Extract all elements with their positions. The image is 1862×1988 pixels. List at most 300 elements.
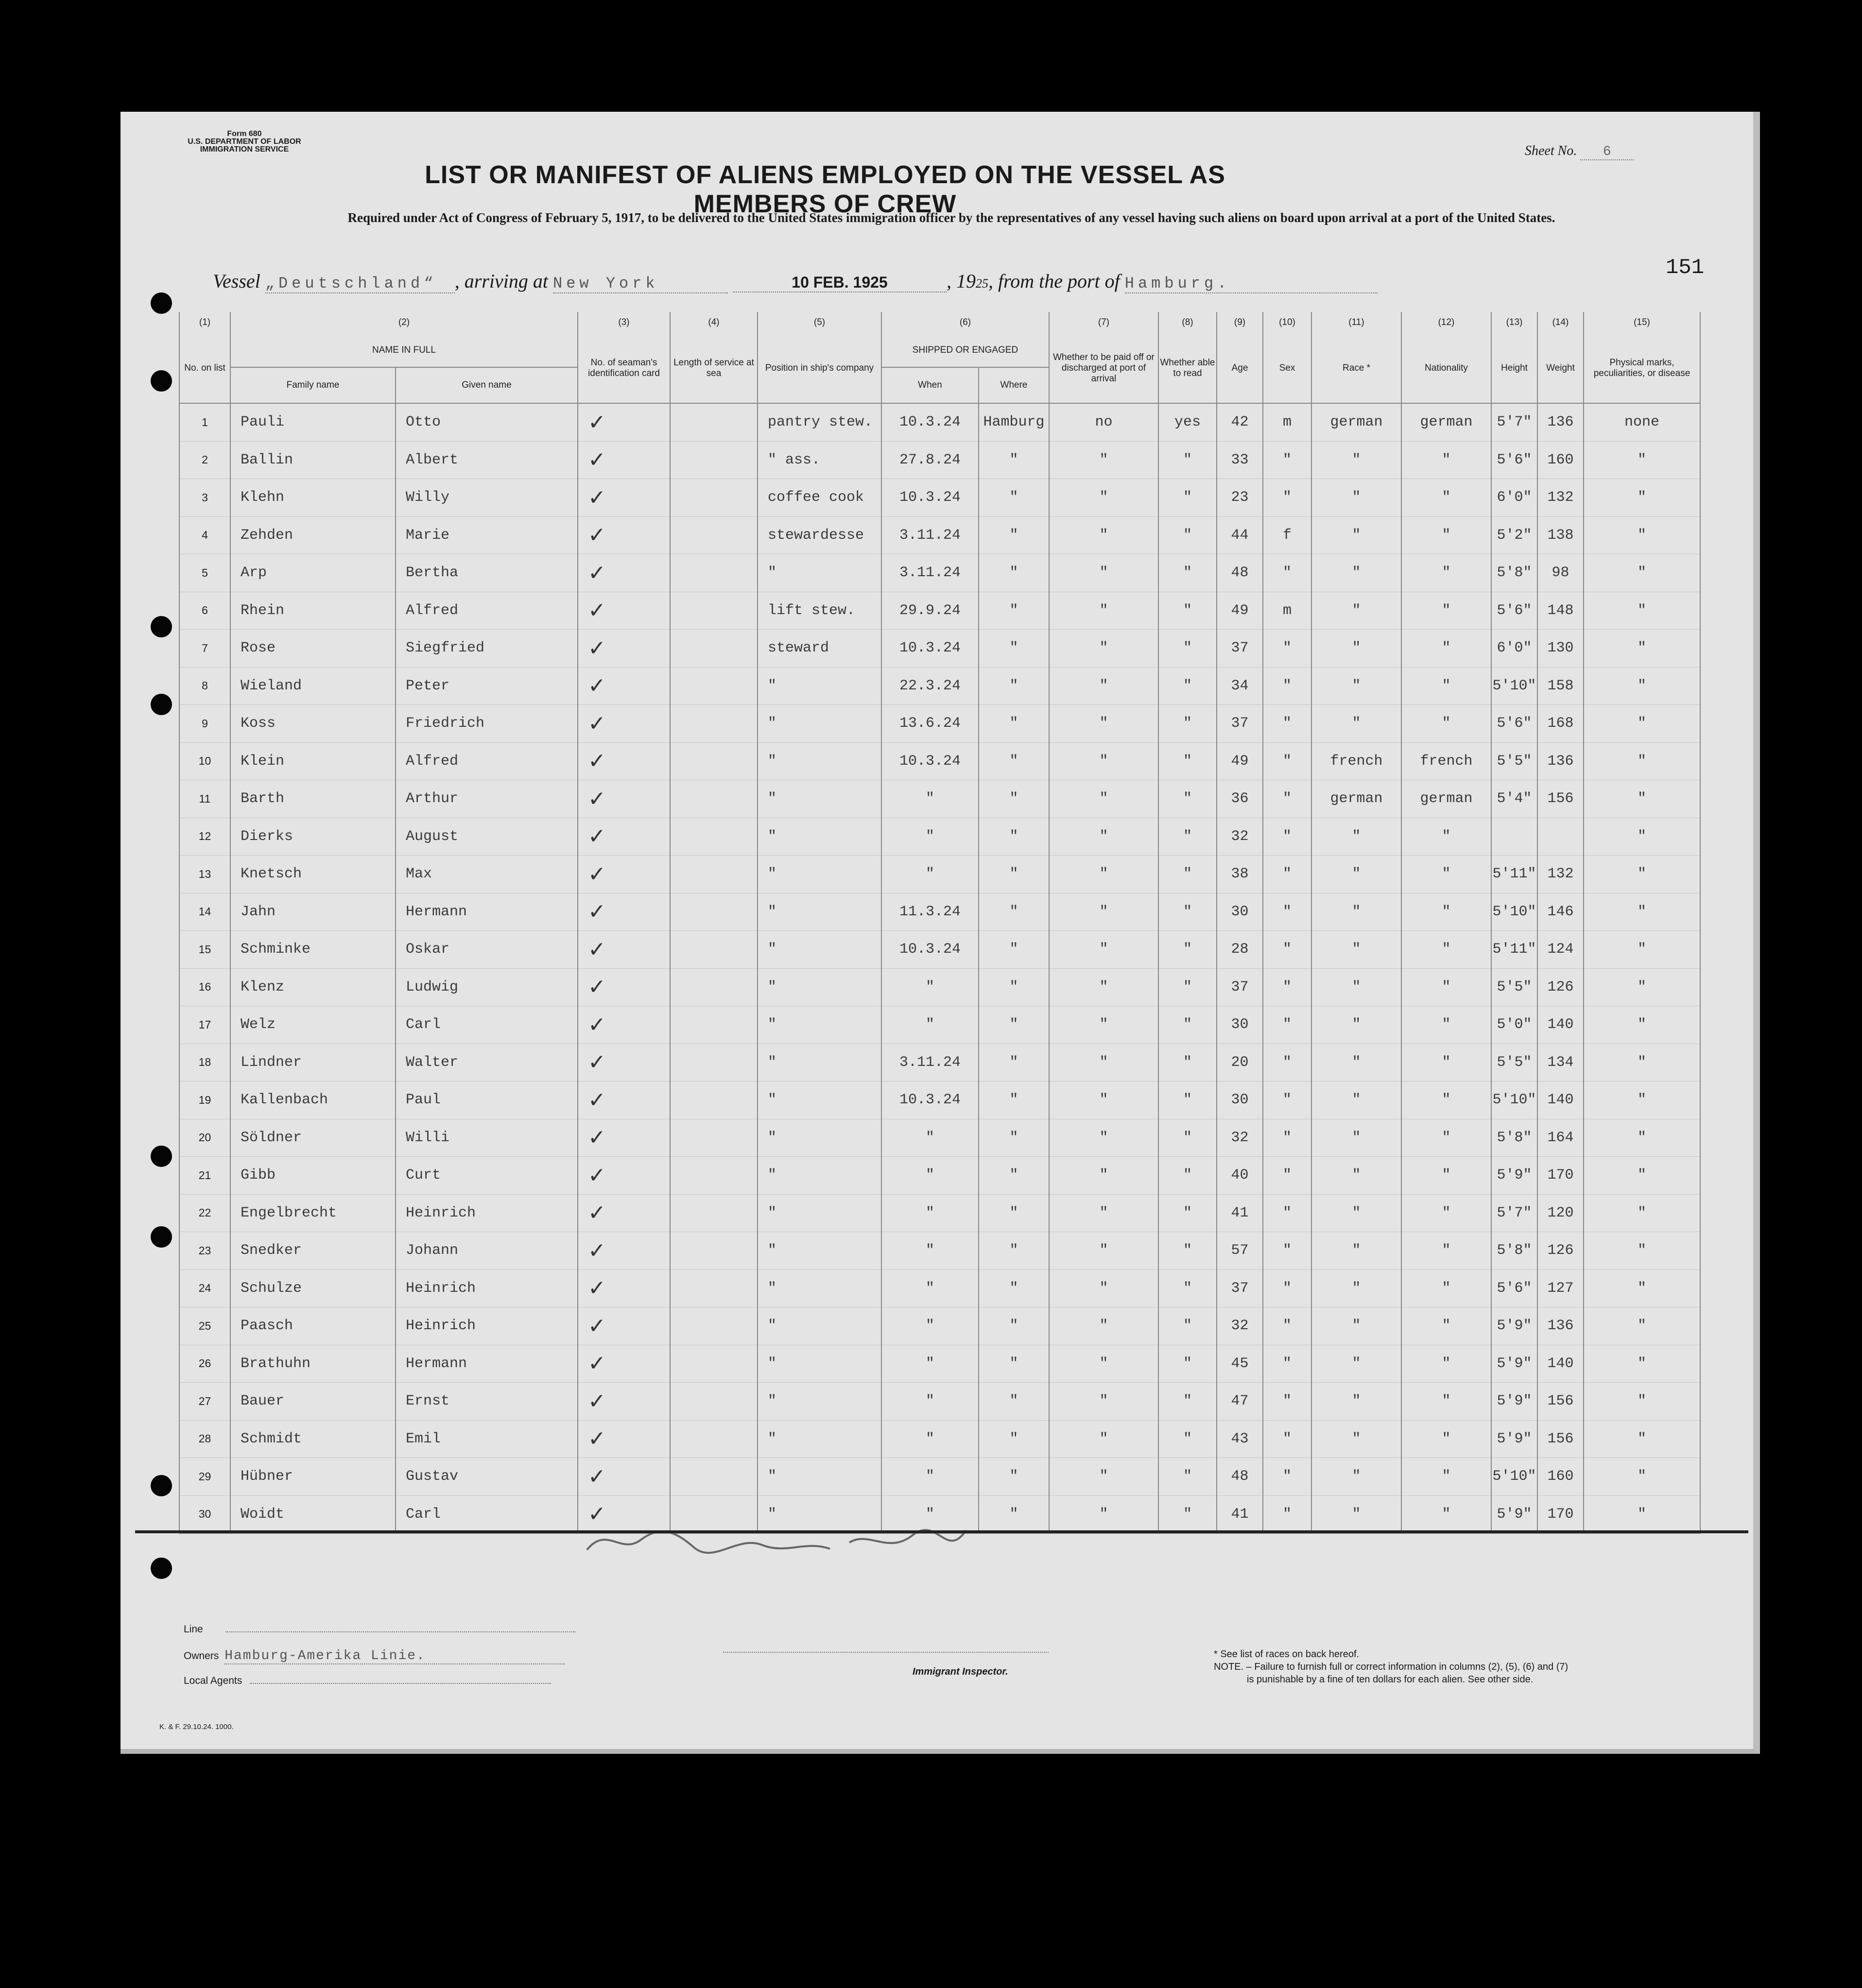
col-num-10: (10) bbox=[1263, 312, 1311, 333]
shipped-where: Hamburg bbox=[979, 403, 1049, 441]
paid-off: " bbox=[1049, 1458, 1158, 1496]
length-of-service bbox=[670, 931, 758, 969]
header-physical-marks: Physical marks, peculiarities, or disease bbox=[1584, 333, 1700, 403]
age: 32 bbox=[1217, 1119, 1263, 1157]
race: " bbox=[1311, 1383, 1401, 1421]
row-number: 26 bbox=[179, 1345, 230, 1383]
height: 5'6" bbox=[1491, 592, 1537, 630]
height: 5'8" bbox=[1491, 1119, 1537, 1157]
able-to-read: " bbox=[1158, 1157, 1217, 1195]
row-number: 24 bbox=[179, 1269, 230, 1307]
age: 49 bbox=[1217, 592, 1263, 630]
col-num-9: (9) bbox=[1217, 312, 1263, 333]
position: " bbox=[758, 1232, 881, 1270]
table-row bbox=[179, 1081, 1700, 1119]
paid-off: no bbox=[1049, 403, 1158, 441]
position: " bbox=[758, 742, 881, 780]
shipped-where: " bbox=[979, 1345, 1049, 1383]
able-to-read: " bbox=[1158, 554, 1217, 592]
given-name: Gustav bbox=[396, 1458, 578, 1496]
binding-hole bbox=[151, 1226, 172, 1248]
race: " bbox=[1311, 516, 1401, 554]
family-name: Jahn bbox=[230, 893, 396, 931]
sex: " bbox=[1263, 742, 1311, 780]
col-num-2: (2) bbox=[230, 312, 578, 333]
row-number: 6 bbox=[179, 592, 230, 630]
weight: 130 bbox=[1537, 630, 1584, 668]
race: " bbox=[1311, 554, 1401, 592]
paid-off: " bbox=[1049, 667, 1158, 705]
sex: " bbox=[1263, 1269, 1311, 1307]
nationality: " bbox=[1401, 1495, 1491, 1533]
age: 30 bbox=[1217, 893, 1263, 931]
col-num-7: (7) bbox=[1049, 312, 1158, 333]
header-weight: Weight bbox=[1537, 333, 1584, 403]
given-name: Paul bbox=[396, 1081, 578, 1119]
header-race: Race * bbox=[1311, 333, 1401, 403]
sex: " bbox=[1263, 630, 1311, 668]
age: 30 bbox=[1217, 1006, 1263, 1044]
length-of-service bbox=[670, 893, 758, 931]
given-name: Oskar bbox=[396, 931, 578, 969]
length-of-service bbox=[670, 1044, 758, 1081]
shipped-where: " bbox=[979, 667, 1049, 705]
races-note: * See list of races on back hereof. bbox=[1214, 1649, 1360, 1660]
position: " bbox=[758, 1081, 881, 1119]
height: 5'6" bbox=[1491, 705, 1537, 743]
family-name: Lindner bbox=[230, 1044, 396, 1081]
col-num-15: (15) bbox=[1584, 312, 1700, 333]
length-of-service bbox=[670, 516, 758, 554]
age: 49 bbox=[1217, 742, 1263, 780]
sex: " bbox=[1263, 554, 1311, 592]
paid-off: " bbox=[1049, 1420, 1158, 1458]
height: 5'9" bbox=[1491, 1495, 1537, 1533]
position: " bbox=[758, 856, 881, 893]
shipped-when: 10.3.24 bbox=[881, 479, 979, 517]
row-number: 13 bbox=[179, 856, 230, 893]
row-number: 5 bbox=[179, 554, 230, 592]
weight: 126 bbox=[1537, 1232, 1584, 1270]
shipped-where: " bbox=[979, 1383, 1049, 1421]
sex: " bbox=[1263, 441, 1311, 479]
shipped-where: " bbox=[979, 1006, 1049, 1044]
line-label: Line bbox=[184, 1624, 203, 1635]
row-number: 11 bbox=[179, 780, 230, 818]
race: " bbox=[1311, 1194, 1401, 1232]
weight: 136 bbox=[1537, 742, 1584, 780]
row-number: 29 bbox=[179, 1458, 230, 1496]
shipped-when: " bbox=[881, 780, 979, 818]
given-name: Otto bbox=[396, 403, 578, 441]
arriving-label: , arriving at bbox=[454, 270, 548, 292]
position: " bbox=[758, 780, 881, 818]
able-to-read: " bbox=[1158, 856, 1217, 893]
age: 38 bbox=[1217, 856, 1263, 893]
paid-off: " bbox=[1049, 516, 1158, 554]
penalty-note: NOTE. – Failure to furnish full or correct information in columns (2), (5), (6) and (7) bbox=[1214, 1662, 1569, 1672]
height: 5'10" bbox=[1491, 893, 1537, 931]
signature-stroke bbox=[577, 1521, 1083, 1564]
shipped-where: " bbox=[979, 1119, 1049, 1157]
form-number: Form 680 bbox=[227, 130, 262, 138]
height: 5'2" bbox=[1491, 516, 1537, 554]
table-row bbox=[179, 630, 1700, 668]
sheet-number-value: 6 bbox=[1580, 144, 1634, 160]
able-to-read: " bbox=[1158, 1232, 1217, 1270]
weight: 170 bbox=[1537, 1157, 1584, 1195]
id-card-check: ✓ bbox=[578, 1119, 670, 1157]
sex: " bbox=[1263, 1194, 1311, 1232]
row-number: 9 bbox=[179, 705, 230, 743]
nationality: " bbox=[1401, 931, 1491, 969]
paid-off: " bbox=[1049, 968, 1158, 1006]
family-name: Kallenbach bbox=[230, 1081, 396, 1119]
inspector-signature-line bbox=[723, 1652, 1049, 1653]
family-name: Klehn bbox=[230, 479, 396, 517]
table-row bbox=[179, 1307, 1700, 1345]
shipped-where: " bbox=[979, 818, 1049, 856]
nationality: " bbox=[1401, 856, 1491, 893]
age: 48 bbox=[1217, 1458, 1263, 1496]
given-name: Willy bbox=[396, 479, 578, 517]
able-to-read: " bbox=[1158, 592, 1217, 630]
height: 5'9" bbox=[1491, 1383, 1537, 1421]
shipped-where: " bbox=[979, 1157, 1049, 1195]
family-name: Pauli bbox=[230, 403, 396, 441]
paid-off: " bbox=[1049, 592, 1158, 630]
weight: 134 bbox=[1537, 1044, 1584, 1081]
paid-off: " bbox=[1049, 780, 1158, 818]
age: 44 bbox=[1217, 516, 1263, 554]
shipped-when: " bbox=[881, 1420, 979, 1458]
footer-agents bbox=[184, 1675, 551, 1687]
table-row bbox=[179, 479, 1700, 517]
given-name: Heinrich bbox=[396, 1194, 578, 1232]
family-name: Dierks bbox=[230, 818, 396, 856]
shipped-when: 11.3.24 bbox=[881, 893, 979, 931]
sex: " bbox=[1263, 1345, 1311, 1383]
given-name: Peter bbox=[396, 667, 578, 705]
family-name: Hübner bbox=[230, 1458, 396, 1496]
owners-value: Hamburg-Amerika Linie. bbox=[224, 1648, 565, 1664]
family-name: Woidt bbox=[230, 1495, 396, 1533]
age: 20 bbox=[1217, 1044, 1263, 1081]
sex: m bbox=[1263, 403, 1311, 441]
sex: " bbox=[1263, 780, 1311, 818]
nationality: " bbox=[1401, 630, 1491, 668]
race: " bbox=[1311, 441, 1401, 479]
id-card-check: ✓ bbox=[578, 1458, 670, 1496]
family-name: Gibb bbox=[230, 1157, 396, 1195]
id-card-check: ✓ bbox=[578, 968, 670, 1006]
row-number: 17 bbox=[179, 1006, 230, 1044]
height: 5'4" bbox=[1491, 780, 1537, 818]
nationality: " bbox=[1401, 1006, 1491, 1044]
length-of-service bbox=[670, 1157, 758, 1195]
row-number: 15 bbox=[179, 931, 230, 969]
row-number: 28 bbox=[179, 1420, 230, 1458]
id-card-check: ✓ bbox=[578, 893, 670, 931]
shipped-when: " bbox=[881, 1119, 979, 1157]
vessel-line bbox=[213, 270, 1378, 293]
table-row bbox=[179, 667, 1700, 705]
sex: " bbox=[1263, 1232, 1311, 1270]
nationality: " bbox=[1401, 705, 1491, 743]
position: " bbox=[758, 705, 881, 743]
binding-hole bbox=[151, 1475, 172, 1496]
race: " bbox=[1311, 1232, 1401, 1270]
nationality: " bbox=[1401, 592, 1491, 630]
able-to-read: " bbox=[1158, 1081, 1217, 1119]
nationality: " bbox=[1401, 968, 1491, 1006]
height: 5'5" bbox=[1491, 742, 1537, 780]
id-card-check: ✓ bbox=[578, 1044, 670, 1081]
age: 32 bbox=[1217, 1307, 1263, 1345]
row-number: 25 bbox=[179, 1307, 230, 1345]
sex: " bbox=[1263, 1119, 1311, 1157]
physical-marks: " bbox=[1584, 1420, 1700, 1458]
race: " bbox=[1311, 1420, 1401, 1458]
height: 5'11" bbox=[1491, 856, 1537, 893]
id-card-check: ✓ bbox=[578, 780, 670, 818]
row-number: 2 bbox=[179, 441, 230, 479]
height: 5'8" bbox=[1491, 554, 1537, 592]
id-card-check: ✓ bbox=[578, 1269, 670, 1307]
header-position: Position in ship's company bbox=[758, 333, 881, 403]
shipped-where: " bbox=[979, 742, 1049, 780]
sex: " bbox=[1263, 1157, 1311, 1195]
position: " bbox=[758, 1269, 881, 1307]
weight: 168 bbox=[1537, 705, 1584, 743]
id-card-check: ✓ bbox=[578, 554, 670, 592]
race: " bbox=[1311, 931, 1401, 969]
height: 5'9" bbox=[1491, 1420, 1537, 1458]
header-when: When bbox=[881, 367, 979, 403]
binding-hole bbox=[151, 1558, 172, 1579]
age: 45 bbox=[1217, 1345, 1263, 1383]
shipped-when: 22.3.24 bbox=[881, 667, 979, 705]
physical-marks: " bbox=[1584, 1119, 1700, 1157]
position: " bbox=[758, 931, 881, 969]
given-name: Ernst bbox=[396, 1383, 578, 1421]
shipped-when: " bbox=[881, 1006, 979, 1044]
physical-marks: " bbox=[1584, 893, 1700, 931]
race: german bbox=[1311, 780, 1401, 818]
shipped-where: " bbox=[979, 856, 1049, 893]
given-name: Hermann bbox=[396, 893, 578, 931]
sex: " bbox=[1263, 1081, 1311, 1119]
weight: 148 bbox=[1537, 592, 1584, 630]
row-number: 3 bbox=[179, 479, 230, 517]
col-num-1: (1) bbox=[179, 312, 230, 333]
given-name: Ludwig bbox=[396, 968, 578, 1006]
able-to-read: " bbox=[1158, 705, 1217, 743]
age: 57 bbox=[1217, 1232, 1263, 1270]
paid-off: " bbox=[1049, 1307, 1158, 1345]
weight: 136 bbox=[1537, 1307, 1584, 1345]
position: lift stew. bbox=[758, 592, 881, 630]
shipped-where: " bbox=[979, 1495, 1049, 1533]
table-row bbox=[179, 403, 1700, 441]
table-row bbox=[179, 441, 1700, 479]
id-card-check: ✓ bbox=[578, 1006, 670, 1044]
page-number: 151 bbox=[1666, 256, 1705, 280]
weight: 120 bbox=[1537, 1194, 1584, 1232]
position: " bbox=[758, 1420, 881, 1458]
table-row bbox=[179, 1157, 1700, 1195]
able-to-read: " bbox=[1158, 1458, 1217, 1496]
age: 41 bbox=[1217, 1495, 1263, 1533]
footer-owners bbox=[184, 1648, 565, 1664]
binding-hole bbox=[151, 292, 172, 314]
table-row bbox=[179, 1044, 1700, 1081]
race: " bbox=[1311, 479, 1401, 517]
sheet-number bbox=[1525, 143, 1634, 160]
height: 6'0" bbox=[1491, 630, 1537, 668]
page-subtitle: Required under Act of Congress of February 5, 1917, to be delivered to the United States immigration officer by the representatives of any vessel having such aliens on board upon arrival at a port of the United States. bbox=[347, 210, 1555, 225]
shipped-when: " bbox=[881, 1194, 979, 1232]
shipped-when: " bbox=[881, 1157, 979, 1195]
able-to-read: " bbox=[1158, 1194, 1217, 1232]
position: " bbox=[758, 893, 881, 931]
weight: 160 bbox=[1537, 441, 1584, 479]
shipped-when: " bbox=[881, 856, 979, 893]
col-num-14: (14) bbox=[1537, 312, 1584, 333]
length-of-service bbox=[670, 1383, 758, 1421]
row-number: 22 bbox=[179, 1194, 230, 1232]
paid-off: " bbox=[1049, 1232, 1158, 1270]
height bbox=[1491, 818, 1537, 856]
id-card-check: ✓ bbox=[578, 1345, 670, 1383]
physical-marks: " bbox=[1584, 818, 1700, 856]
position: coffee cook bbox=[758, 479, 881, 517]
paid-off: " bbox=[1049, 630, 1158, 668]
row-number: 10 bbox=[179, 742, 230, 780]
family-name: Snedker bbox=[230, 1232, 396, 1270]
race: " bbox=[1311, 818, 1401, 856]
row-number: 27 bbox=[179, 1383, 230, 1421]
row-number: 4 bbox=[179, 516, 230, 554]
local-agents-label: Local Agents bbox=[184, 1675, 242, 1686]
length-of-service bbox=[670, 1081, 758, 1119]
header-where: Where bbox=[979, 367, 1049, 403]
age: 30 bbox=[1217, 1081, 1263, 1119]
length-of-service bbox=[670, 705, 758, 743]
family-name: Klein bbox=[230, 742, 396, 780]
shipped-where: " bbox=[979, 968, 1049, 1006]
height: 5'6" bbox=[1491, 1269, 1537, 1307]
given-name: Siegfried bbox=[396, 630, 578, 668]
height: 5'7" bbox=[1491, 403, 1537, 441]
shipped-when: 10.3.24 bbox=[881, 403, 979, 441]
row-number: 16 bbox=[179, 968, 230, 1006]
table-row bbox=[179, 1458, 1700, 1496]
row-number: 20 bbox=[179, 1119, 230, 1157]
family-name: Klenz bbox=[230, 968, 396, 1006]
id-card-check: ✓ bbox=[578, 441, 670, 479]
nationality: " bbox=[1401, 1232, 1491, 1270]
sex: " bbox=[1263, 968, 1311, 1006]
given-name: Alfred bbox=[396, 592, 578, 630]
nationality: " bbox=[1401, 1383, 1491, 1421]
sex: " bbox=[1263, 1006, 1311, 1044]
col-num-11: (11) bbox=[1311, 312, 1401, 333]
race: " bbox=[1311, 1006, 1401, 1044]
id-card-check: ✓ bbox=[578, 403, 670, 441]
nationality: " bbox=[1401, 667, 1491, 705]
able-to-read: " bbox=[1158, 1119, 1217, 1157]
physical-marks: " bbox=[1584, 1232, 1700, 1270]
shipped-when: " bbox=[881, 1269, 979, 1307]
paid-off: " bbox=[1049, 554, 1158, 592]
able-to-read: " bbox=[1158, 1044, 1217, 1081]
weight: 140 bbox=[1537, 1006, 1584, 1044]
crew-manifest-table bbox=[179, 312, 1701, 1534]
year-value: 25 bbox=[976, 276, 988, 291]
position: " bbox=[758, 1383, 881, 1421]
physical-marks: " bbox=[1584, 630, 1700, 668]
id-card-check: ✓ bbox=[578, 818, 670, 856]
id-card-check: ✓ bbox=[578, 630, 670, 668]
weight: 127 bbox=[1537, 1269, 1584, 1307]
sex: " bbox=[1263, 1383, 1311, 1421]
shipped-where: " bbox=[979, 1194, 1049, 1232]
family-name: Schulze bbox=[230, 1269, 396, 1307]
weight bbox=[1537, 818, 1584, 856]
binding-hole bbox=[151, 694, 172, 715]
date-stamp: 10 FEB. 1925 bbox=[733, 274, 947, 292]
given-name: Emil bbox=[396, 1420, 578, 1458]
physical-marks: " bbox=[1584, 1044, 1700, 1081]
row-number: 7 bbox=[179, 630, 230, 668]
physical-marks: " bbox=[1584, 856, 1700, 893]
col-num-3: (3) bbox=[578, 312, 670, 333]
table-row bbox=[179, 516, 1700, 554]
family-name: Rose bbox=[230, 630, 396, 668]
given-name: Heinrich bbox=[396, 1307, 578, 1345]
length-of-service bbox=[670, 479, 758, 517]
page-title: LIST OR MANIFEST OF ALIENS EMPLOYED ON THE VESSEL AS MEMBERS OF CREW bbox=[425, 161, 1225, 218]
height: 5'9" bbox=[1491, 1307, 1537, 1345]
id-card-check: ✓ bbox=[578, 1495, 670, 1533]
position: steward bbox=[758, 630, 881, 668]
age: 43 bbox=[1217, 1420, 1263, 1458]
id-card-check: ✓ bbox=[578, 592, 670, 630]
row-number: 18 bbox=[179, 1044, 230, 1081]
nationality: " bbox=[1401, 1420, 1491, 1458]
end-of-list-rule bbox=[135, 1530, 1748, 1533]
shipped-where: " bbox=[979, 1044, 1049, 1081]
able-to-read: " bbox=[1158, 931, 1217, 969]
age: 37 bbox=[1217, 1269, 1263, 1307]
length-of-service bbox=[670, 667, 758, 705]
table-row bbox=[179, 818, 1700, 856]
nationality: " bbox=[1401, 818, 1491, 856]
paid-off: " bbox=[1049, 1006, 1158, 1044]
sex: " bbox=[1263, 931, 1311, 969]
family-name: Schminke bbox=[230, 931, 396, 969]
shipped-when: 3.11.24 bbox=[881, 1044, 979, 1081]
physical-marks: " bbox=[1584, 1157, 1700, 1195]
row-number: 1 bbox=[179, 403, 230, 441]
position: " bbox=[758, 1119, 881, 1157]
weight: 160 bbox=[1537, 1458, 1584, 1496]
sex: " bbox=[1263, 1420, 1311, 1458]
shipped-where: " bbox=[979, 554, 1049, 592]
paid-off: " bbox=[1049, 1044, 1158, 1081]
weight: 156 bbox=[1537, 780, 1584, 818]
